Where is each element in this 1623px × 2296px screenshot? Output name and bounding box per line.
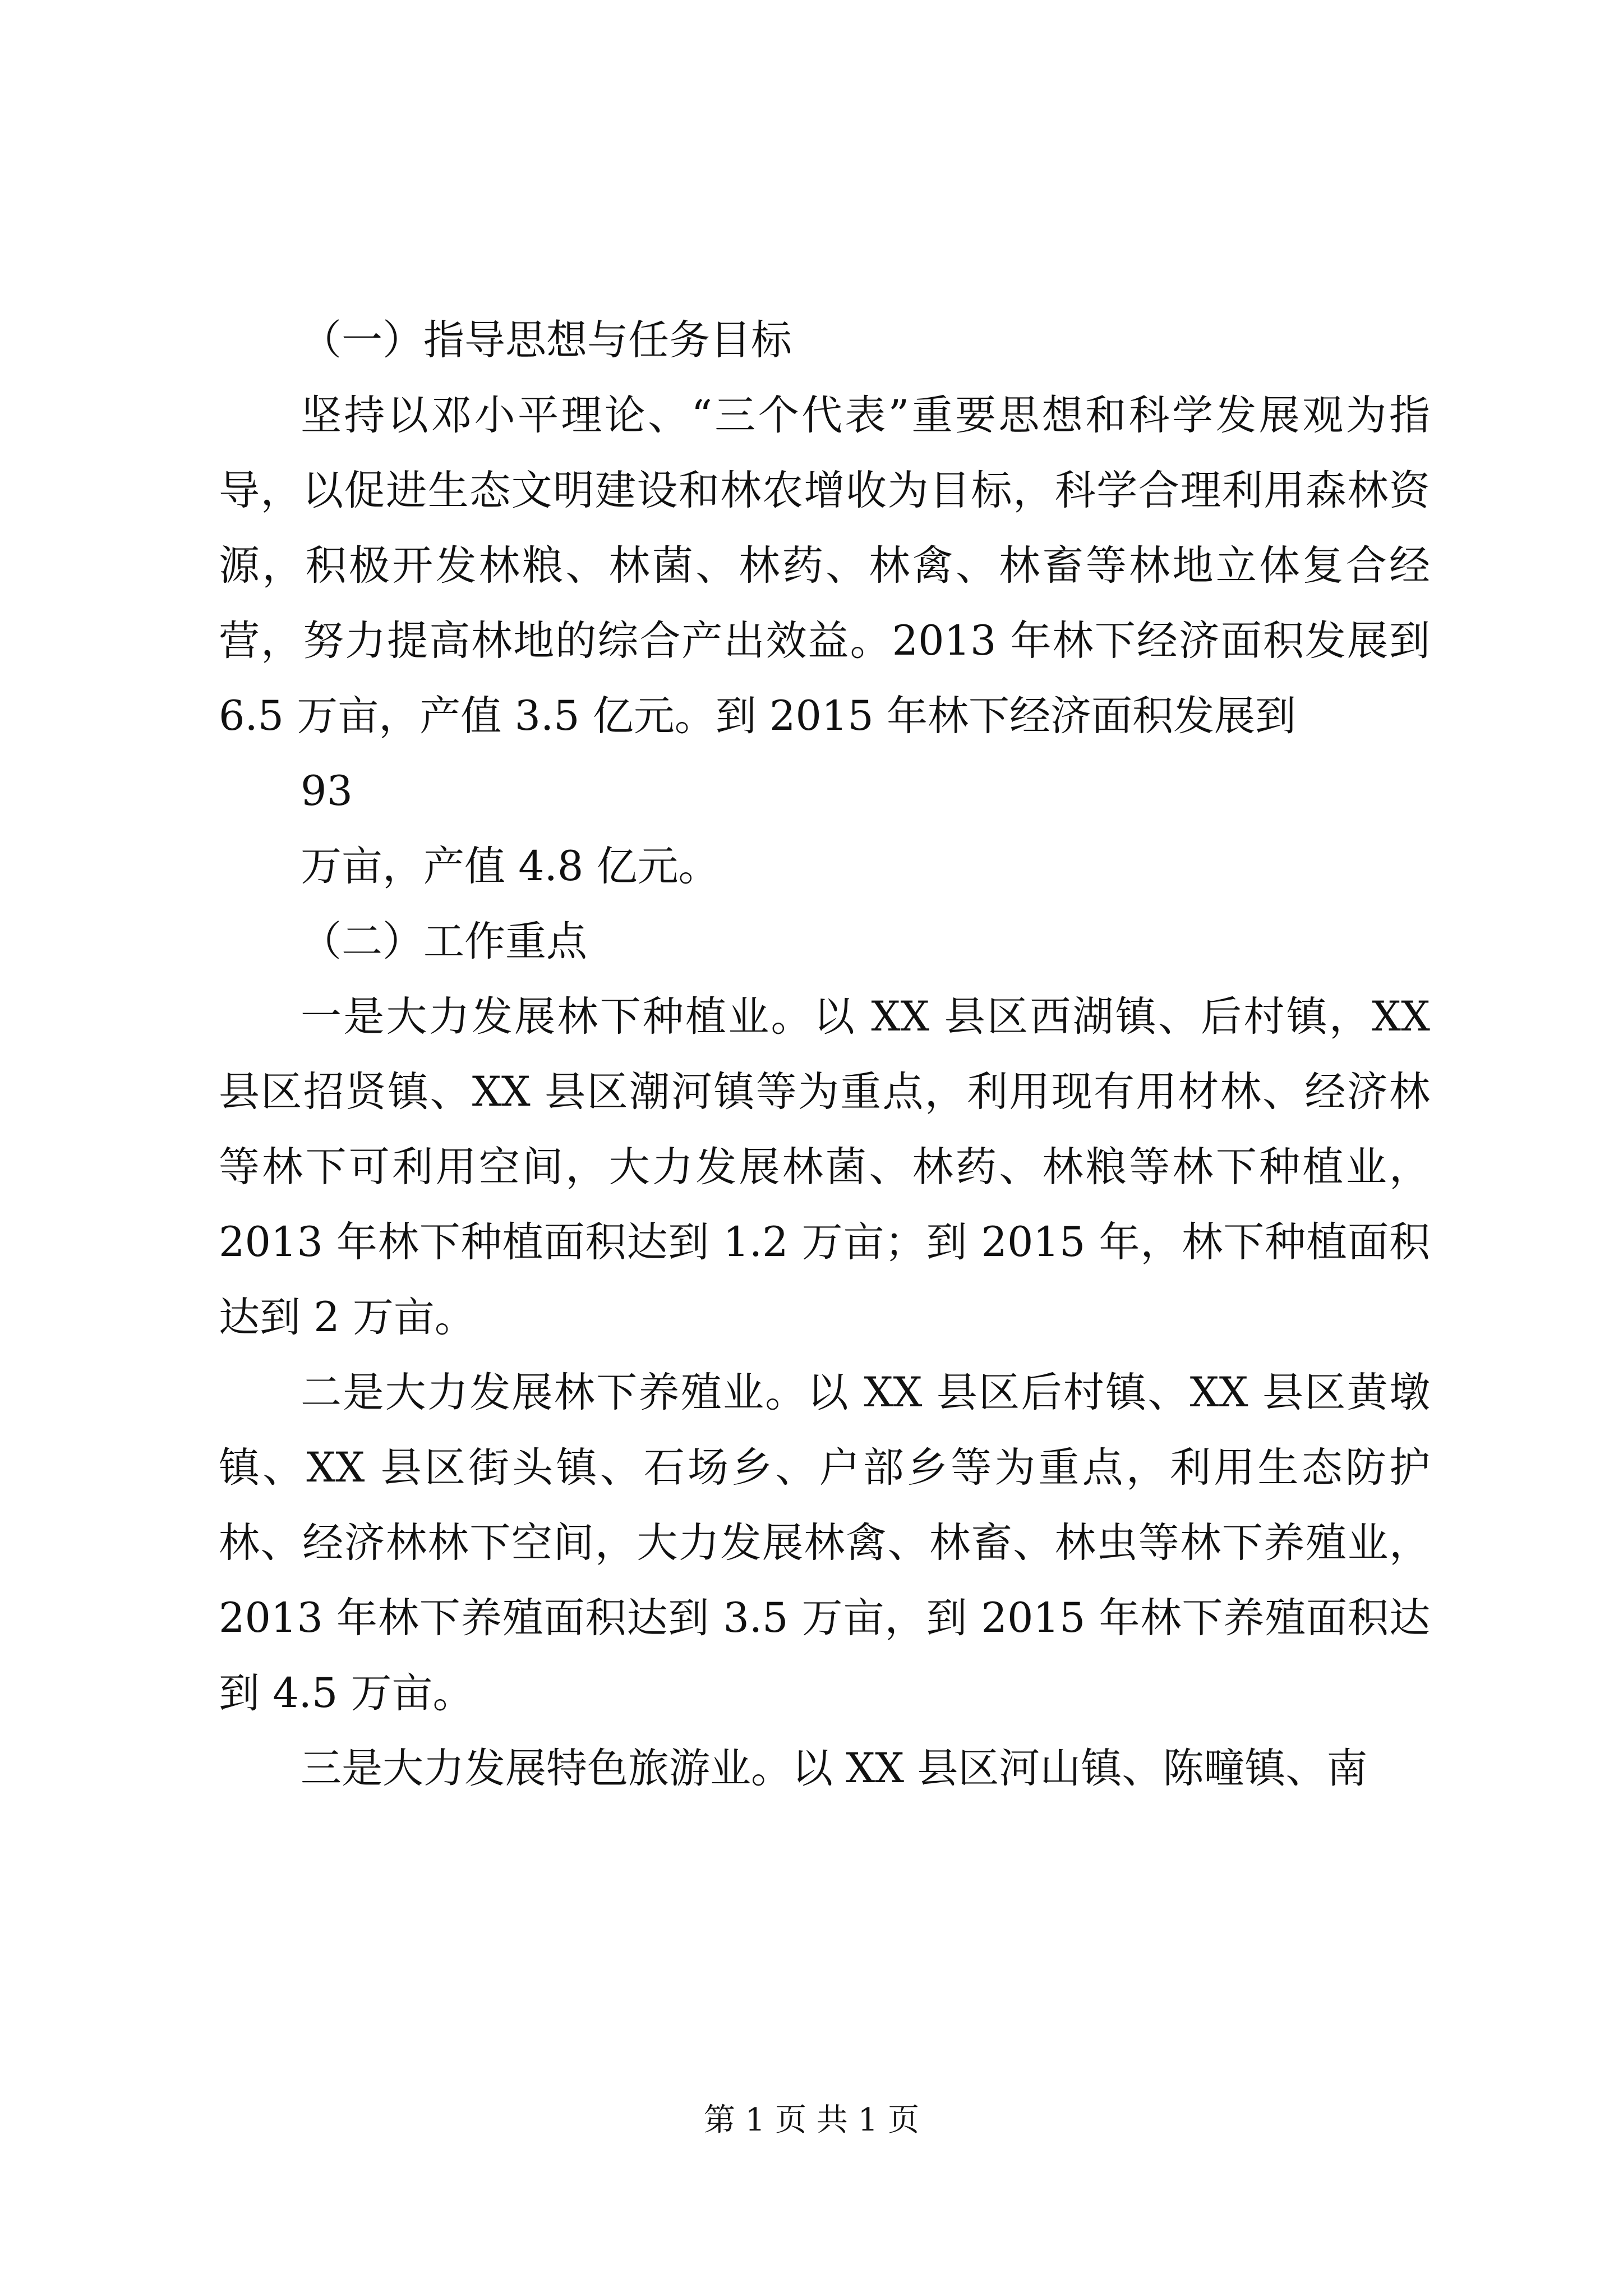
paragraph-guiding-ideology: 坚持以邓小平理论、“三个代表”重要思想和科学发展观为指导，以促进生态文明建设和林农增收为目标，科学合理利用森林资源，积极开发林粮、林菌、林药、林禽、林畜等林地立体复合经营，努力提高林地的综合产出效益。2013 年林下经济面积发展到 6.5 万亩，产值 3.5 亿元。到 2015 年林下经济面积发展到 <box>219 392 1430 740</box>
paragraph-planting: 一是大力发展林下种植业。以 XX 县区西湖镇、后村镇，XX 县区招贤镇、XX 县区潮河镇等为重点，利用现有用材林、经济林等林下可利用空间，大力发展林菌、林药、林粮等林下种植业，2013 年林下种植面积达到 1.2 万亩；到 2015 年，林下种植面积达到 2 万亩。 <box>219 993 1430 1341</box>
section-heading-guiding-ideology: （一）指导思想与任务目标 <box>301 316 792 364</box>
page-footer: 第 1 页 共 1 页 <box>703 2102 920 2138</box>
paragraph-tourism: 三是大力发展特色旅游业。以 XX 县区河山镇、陈疃镇、南 <box>301 1745 1368 1792</box>
paragraph-output-value: 万亩，产值 4.8 亿元。 <box>301 843 720 890</box>
section-heading-work-focus: （二）工作重点 <box>301 918 587 965</box>
number-line: 93 <box>301 767 353 815</box>
paragraph-breeding: 二是大力发展林下养殖业。以 XX 县区后村镇、XX 县区黄墩镇、XX 县区街头镇、石场乡、户部乡等为重点，利用生态防护林、经济林林下空间，大力发展林禽、林畜、林虫等林下养殖业，2013 年林下养殖面积达到 3.5 万亩，到 2015 年林下养殖面积达到 4.5 万亩。 <box>219 1369 1430 1717</box>
document-body <box>219 303 1430 1806</box>
